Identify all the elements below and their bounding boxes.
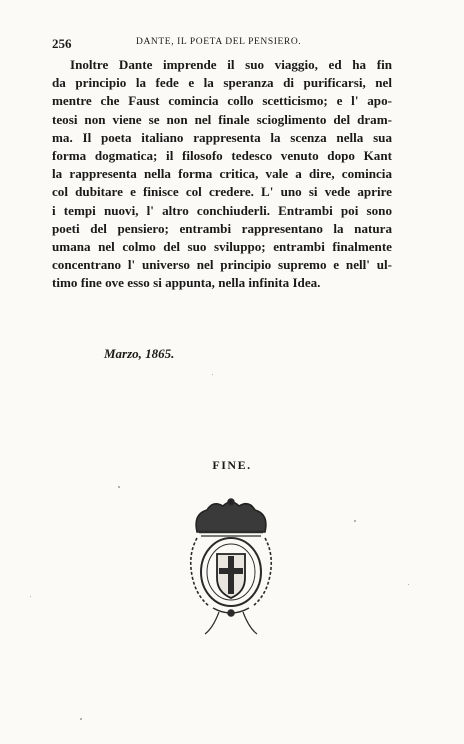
paper-speck xyxy=(80,718,82,720)
text-line: poeti del pensiero; entrambi rappresentano la natura xyxy=(52,220,392,236)
text-line: umana nel colmo del suo sviluppo; entrambi finalmente xyxy=(52,239,392,255)
running-title: DANTE, IL POETA DEL PENSIERO. xyxy=(136,37,302,47)
paper-speck xyxy=(30,596,31,597)
text-line: Inoltre Dante imprende il suo viaggio, ed ha fin xyxy=(70,57,392,72)
paper-speck xyxy=(118,486,120,488)
text-line: col dubitare e finisce col credere. L' uno si vede aprire xyxy=(52,184,392,200)
text-line: la rappresenta nella forma critica, vale a dire, comincia xyxy=(52,166,392,182)
page-header xyxy=(52,36,392,50)
text-line: i tempi nuovi, l' altro conchiuderli. Entrambi poi sono xyxy=(52,202,392,218)
body-paragraph xyxy=(52,56,392,293)
end-mark: FINE. xyxy=(212,458,252,472)
paper-speck xyxy=(408,584,409,585)
text-line: concentrano l' universo nel principio supremo e nell' ul- xyxy=(52,257,392,273)
paper-speck xyxy=(354,520,356,522)
page-number: 256 xyxy=(52,36,72,51)
paper-speck xyxy=(212,374,213,375)
text-line: timo fine ove esso si appunta, nella infinita Idea. xyxy=(52,275,321,291)
text-line: teosi non viene se non nel finale scioglimento del dram- xyxy=(52,111,392,127)
text-line: ma. Il poeta italiano rappresenta la scenza nella sua xyxy=(52,129,392,145)
dateline: Marzo, 1865. xyxy=(104,346,175,361)
text-line: da principio la fede e la speranza di purificarsi, nel xyxy=(52,75,392,91)
text-line: mentre che Faust comincia collo scetticismo; e l' apo- xyxy=(52,93,392,109)
text-line: forma dogmatica; il filosofo tedesco venuto dopo Kant xyxy=(52,148,392,164)
library-stamp-crown-cross-icon xyxy=(183,496,279,646)
